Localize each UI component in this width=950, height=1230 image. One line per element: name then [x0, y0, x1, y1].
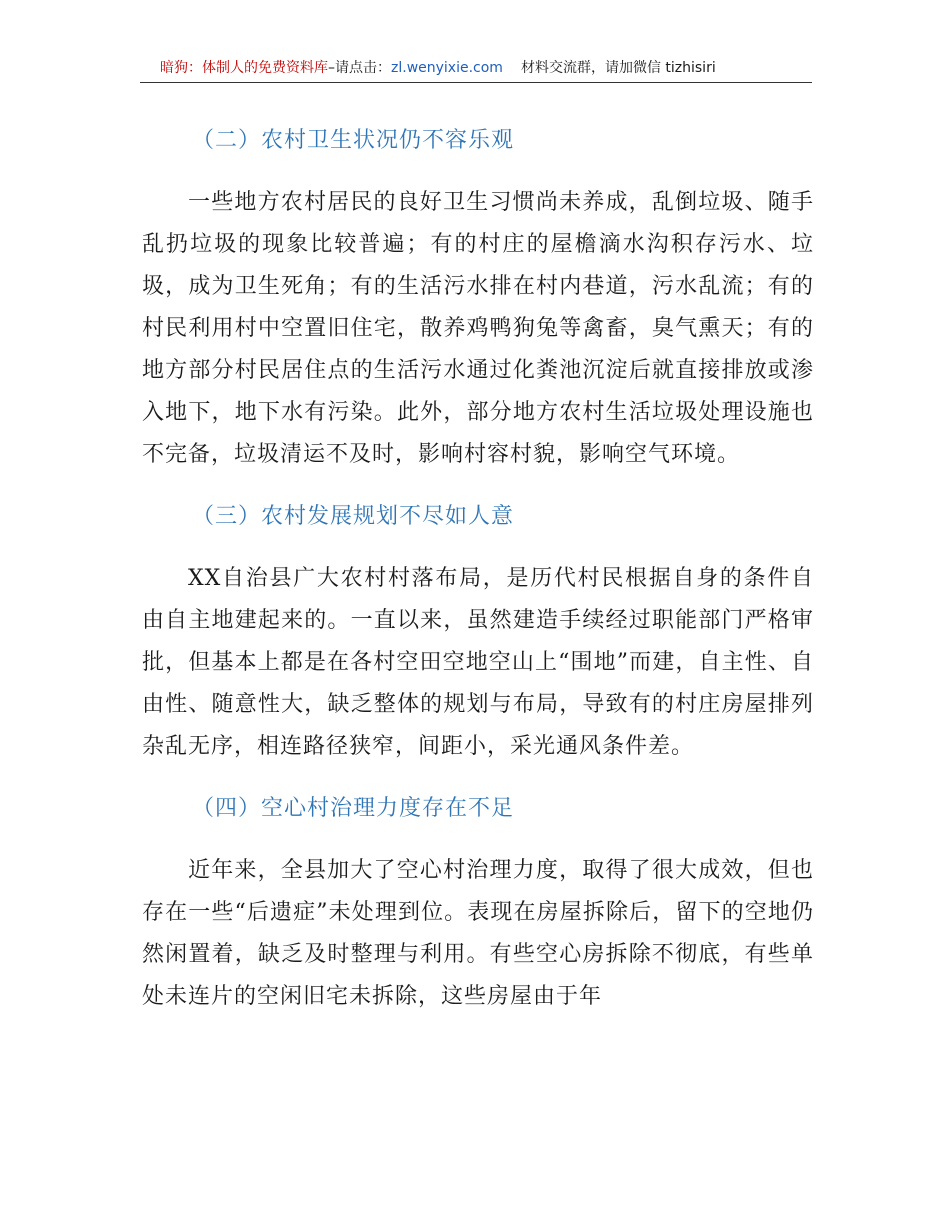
section-heading-4: （四）空心村治理力度存在不足: [192, 796, 515, 821]
section-paragraph-4: 近年来，全县加大了空心村治理力度，取得了很大成效，但也存在一些“后遗症”未处理到位。表现在房屋拆除后，留下的空地仍然闲置着，缺乏及时整理与利用。有些空心房拆除不彻底，有些单处未连片的空闲旧宅未拆除，这些房屋由于年: [142, 858, 814, 1009]
section-heading-3: （三）农村发展规划不尽如人意: [192, 504, 515, 529]
section-paragraph-2: 一些地方农村居民的良好卫生习惯尚未养成，乱倒垃圾、随手乱扔垃圾的现象比较普遍；有的村庄的屋檐滴水沟积存污水、垃圾，成为卫生死角；有的生活污水排在村内巷道，污水乱流；有的村民利用村中空置旧住宅，散养鸡鸭狗兔等禽畜，臭气熏天；有的地方部分村民居住点的生活污水通过化粪池沉淀后就直接排放或渗入地下，地下水有污染。此外，部分地方农村生活垃圾处理设施也不完备，垃圾清运不及时，影响村容村貌，影响空气环境。: [142, 190, 814, 467]
header-link[interactable]: zl.wenyixie.com: [391, 60, 503, 76]
header-contact: 材料交流群，请加微信 tizhisiri: [520, 60, 716, 76]
header-prompt: –请点击：: [328, 60, 391, 76]
section-heading-2: （二）农村卫生状况仍不容乐观: [192, 128, 515, 153]
header-brand: 暗狗：体制人的免费资料库: [160, 60, 328, 76]
document-body: [142, 120, 814, 1018]
section-paragraph-3: XX自治县广大农村村落布局，是历代村民根据自身的条件自由自主地建起来的。一直以来，虽然建造手续经过职能部门严格审批，但基本上都是在各村空田空地空山上“围地”而建，自主性、自由性、随意性大，缺乏整体的规划与布局，导致有的村庄房屋排列杂乱无序，相连路径狭窄，间距小，采光通风条件差。: [142, 566, 814, 759]
page-header: [140, 56, 812, 83]
